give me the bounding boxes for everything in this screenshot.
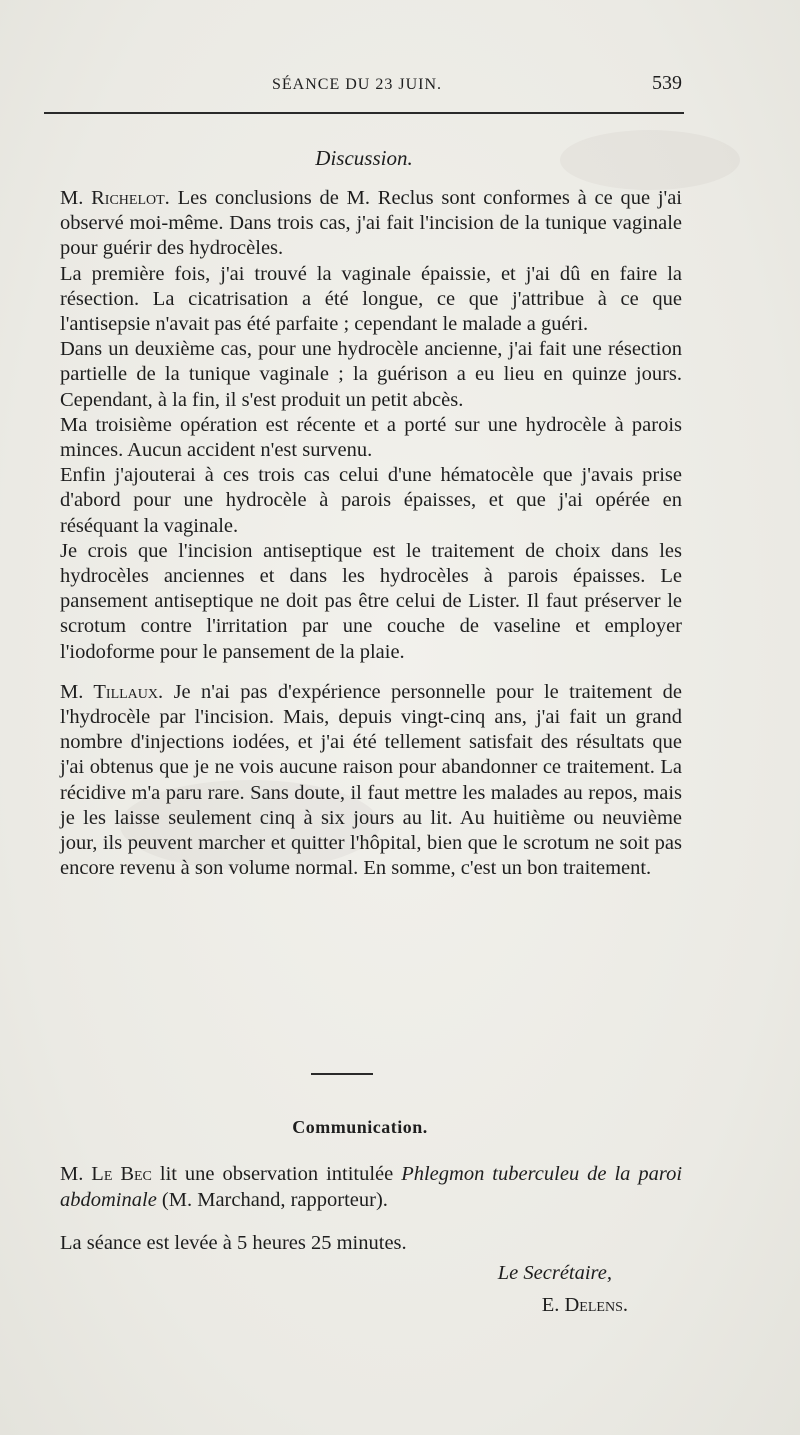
paragraph-text: (M. Marchand, rapporteur). [161,1188,388,1211]
paragraph-text: lit une observation intitulée [159,1163,394,1185]
paragraph: Dans un deuxième cas, pour une hydrocèle ancienne, j'ai fait une résection partielle de la tunique vaginale ; la guérison a eu lieu en quinze jours. Cependant, à la fin, il s'est produit un petit abcès. [60,338,682,411]
discussion-body [60,186,682,881]
paragraph: Je crois que l'incision antiseptique est le traitement de choix dans les hydrocèles anciennes et dans les hydrocèles à parois épaisses. Le pansement antiseptique ne doit pas être celui de Lister. Il faut préserver le scrotum contre l'irritation par une couche de vaseline et employer l'iodoforme pour le pansement de la plaie. [60,539,682,663]
paragraph: Ma troisième opération est récente et a porté sur une hydrocèle à parois minces. Aucun accident n'est survenu. [60,413,682,462]
communication-title: Communication. [292,1117,428,1137]
communication-body [60,1162,682,1213]
header-rule [44,112,684,114]
page-number: 539 [652,72,682,94]
speaker-name: M. Richelot. [60,187,170,209]
paragraph: Enfin j'ajouterai à ces trois cas celui d'une hématocèle que j'avais prise d'abord pour une hydrocèle à parois épaisses, et que j'ai opérée en réséquant la vaginale. [60,464,682,537]
observation-title: Phlegmon tuberculeu de la paroi abdominale [60,1163,683,1211]
speaker-name: M. Le Bec [60,1163,152,1185]
paragraph-communication [60,1162,682,1213]
section-title: Discussion. [315,146,413,170]
signature-name: E. Delens. [541,1294,628,1316]
paragraph-richelot [60,186,682,262]
running-head: SÉANCE DU 23 JUIN. [272,76,442,93]
paragraph-tillaux [60,680,682,882]
paragraph-text: Je n'ai pas d'expérience personnelle pour le traitement de l'hydrocèle par l'incision. Mais, depuis vingt-cinq ans, j'ai fait un grand nombre d'injections iodées, et j'ai été tellement satisfait des résultats que j'ai obtenus que je ne vois aucune raison pour abandonner ce traitement. La récidive m'a paru rare. Sans doute, il faut mettre les malades au repos, mais je les laisse seulement cinq à six jours au lit. Au huitième ou neuvième jour, ils peuvent marcher et quitter l'hôpital, bien que le scrotum ne soit pas encore revenu à son volume normal. En somme, c'est un bon traitement. [60,680,683,880]
closing-line: La séance est levée à 5 heures 25 minutes. [60,1232,407,1254]
paragraph-text: Les conclusions de M. Reclus sont conformes à ce que j'ai observé moi-même. Dans trois cas, j'ai fait l'incision de la tunique vaginale pour guérir des hydrocèles. [60,187,683,260]
speaker-name: M. Tillaux. [60,680,164,703]
paragraph: La première fois, j'ai trouvé la vaginale épaissie, et j'ai dû en faire la résection. La cicatrisation a été longue, ce que j'attribue à ce que l'antisepsie n'avait pas été parfaite ; cependant le malade a guéri. [60,262,682,336]
section-divider [311,1073,373,1075]
signature-role: Le Secrétaire, [497,1262,612,1284]
